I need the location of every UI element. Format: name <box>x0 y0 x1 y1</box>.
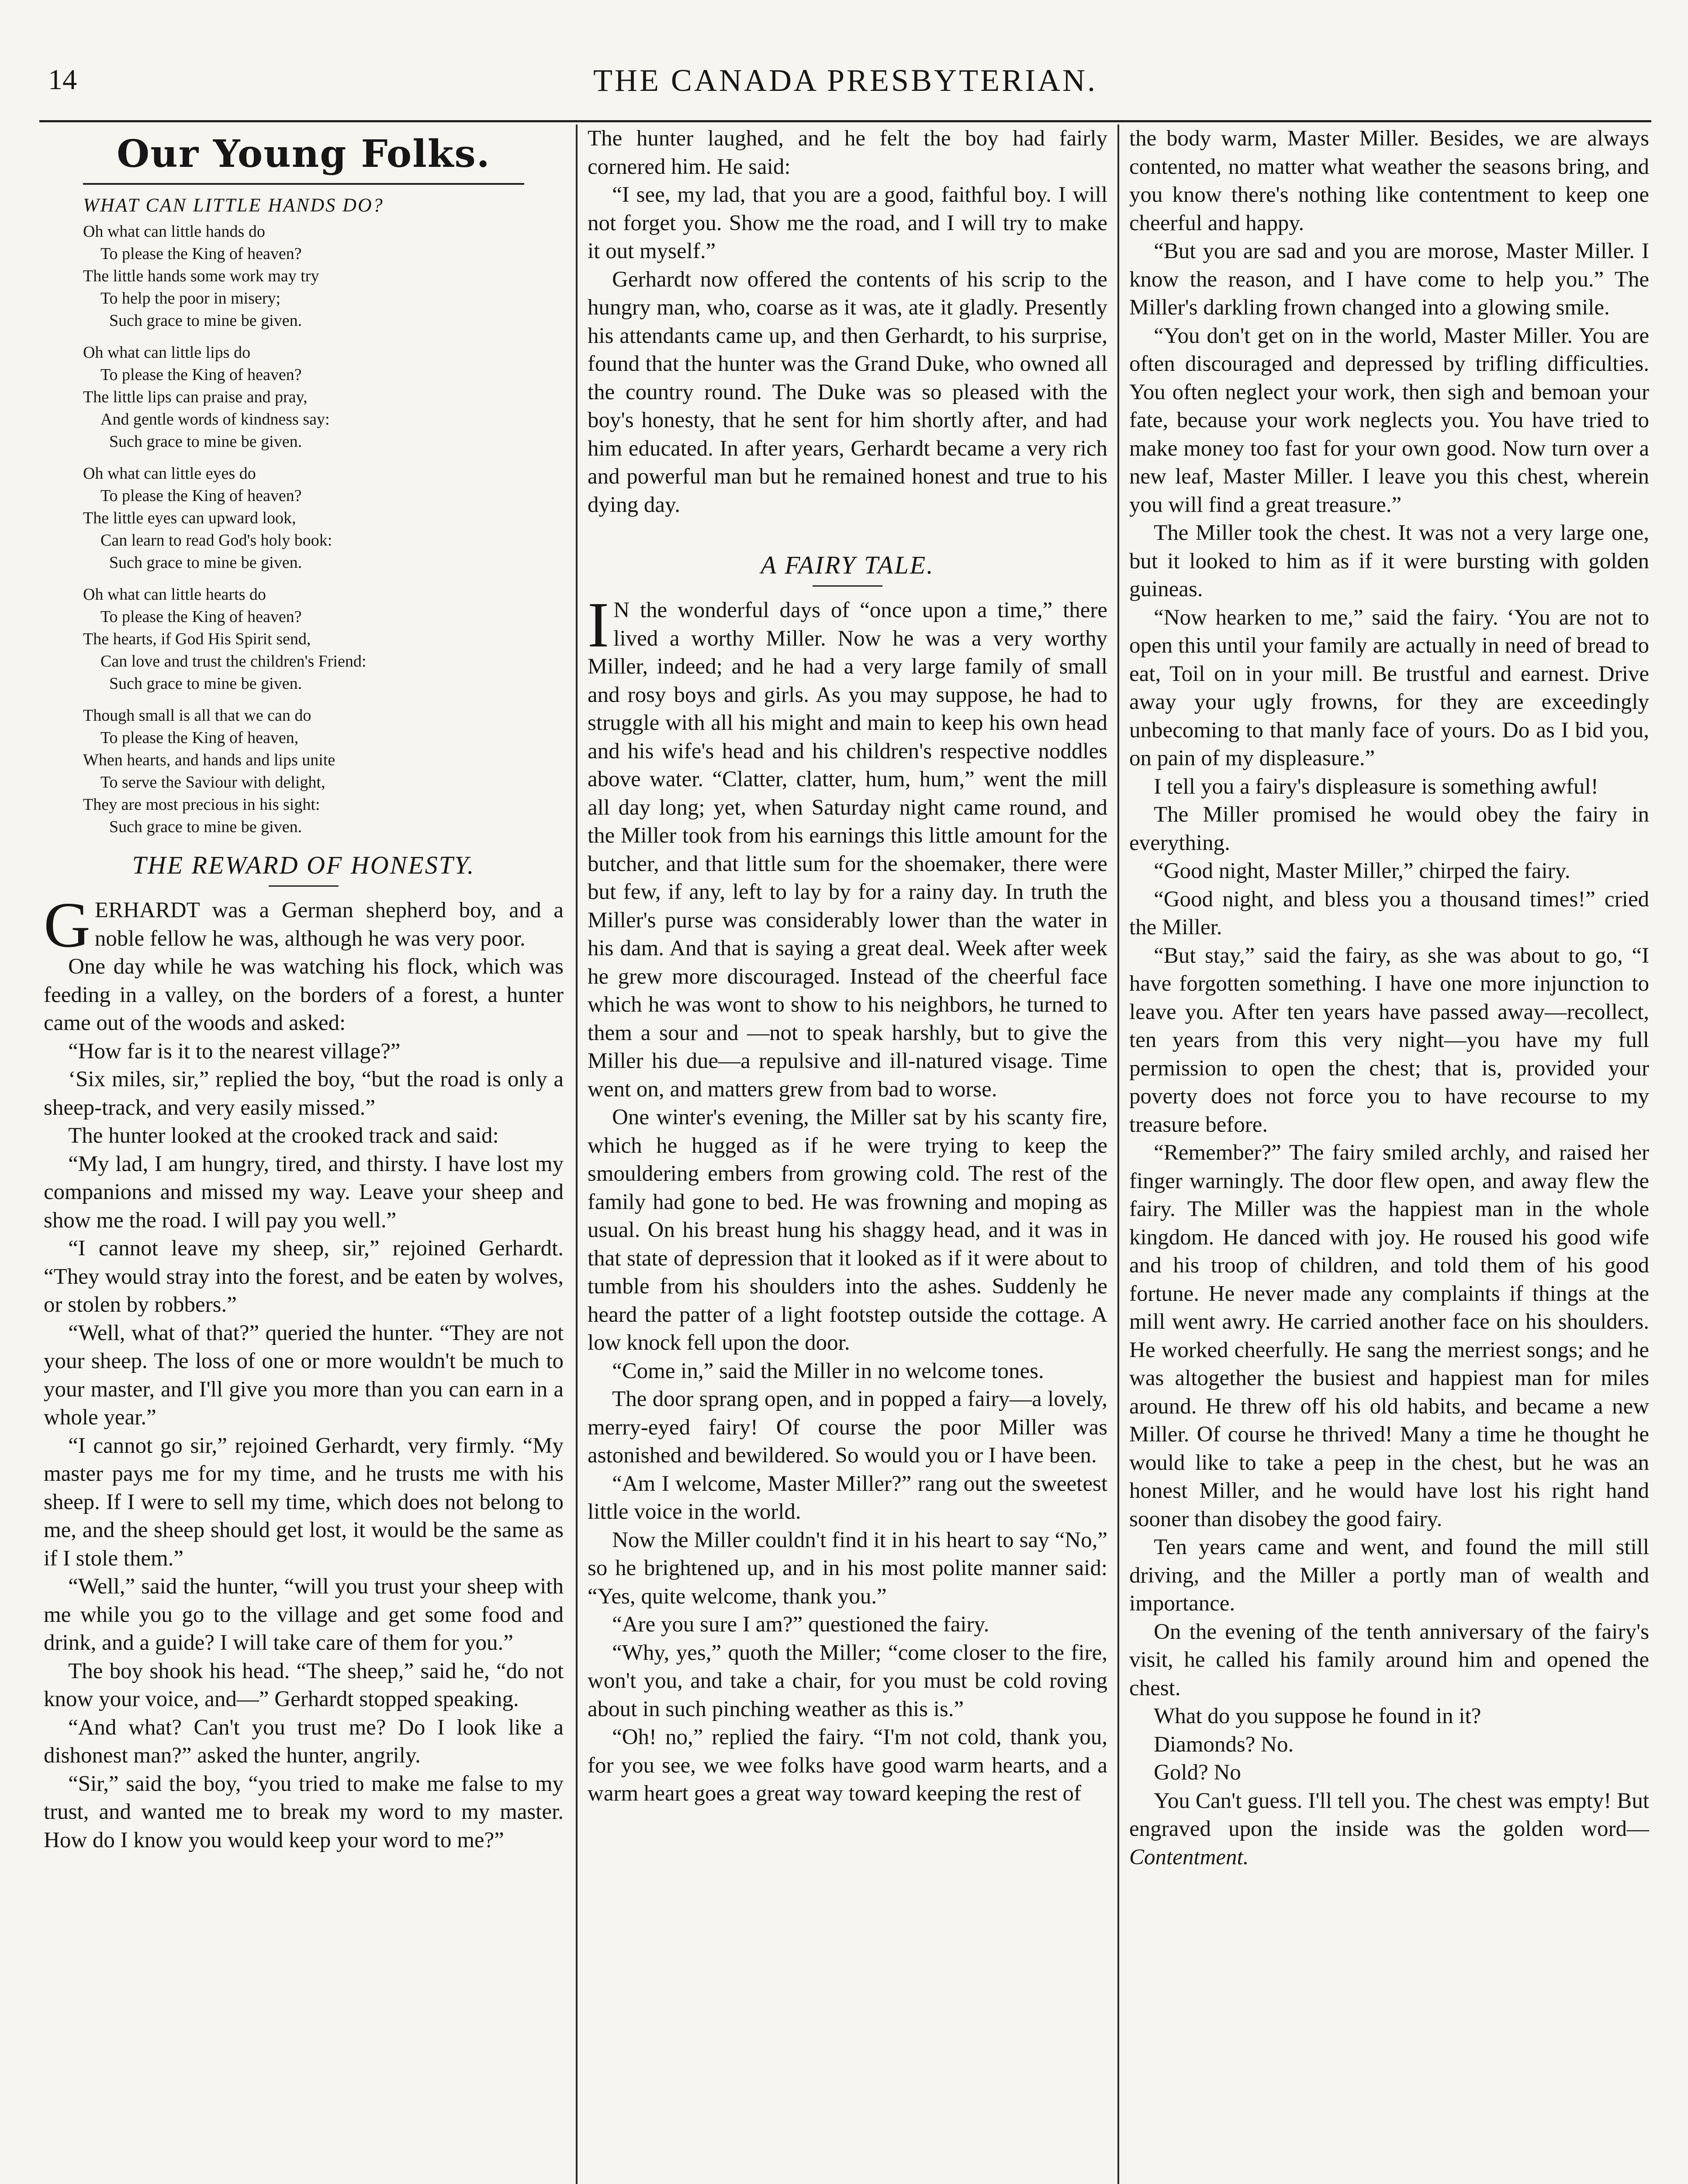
paragraph: On the evening of the tenth anniversary of the fairy's visit, he called his family around him and opened the chest. <box>1129 1619 1649 1700</box>
poem-line: Such grace to mine be given. <box>109 553 302 572</box>
poem-line: To please the King of heaven? <box>100 366 302 384</box>
paragraph: “Good night, and bless you a thousand times!” cried the Miller. <box>1129 887 1649 940</box>
paragraph: Gold? No <box>1154 1760 1241 1785</box>
paragraph-text: N the wonderful days of “once upon a time,” there lived a worthy Miller. Now he was a very worthy Miller, indeed; and he had a very large family of small and rosy boys and girls. As you may suppose, he had to struggle with all his might and main to keep his own head and his wife's head and his children's respective noddles above water. “Clatter, clatter, hum, hum,” went the mill all day long; yet, when Saturday night came round, and the Miller took from his earnings this little amount for the butcher, and that little sum for the shoemaker, there were but few, if any, left to lay by for a rainy day. In truth the Miller's purse was considerably lower than the water in his dam. And that is saying a great deal. Week after week he grew more discouraged. Instead of the cheerful face which he was wont to show to his neighbors, he turned to them a sour and —not to speak harshly, but to give the Miller his due—a repulsive and ill-natured visage. Time went on, and matters grew from bad to worse. <box>588 598 1107 1102</box>
paragraph: “Well,” said the hunter, “will you trust your sheep with me while you go to the village and get some food and drink, and a guide? I will take care of them for you.” <box>44 1574 564 1655</box>
title-rule <box>813 585 882 587</box>
paragraph: “My lad, I am hungry, tired, and thirsty. I have lost my companions and missed my way. Leave your sheep and show me the road. I will pay you well.” <box>44 1151 564 1233</box>
poem-line: Oh what can little lips do <box>83 343 251 362</box>
paragraph: “Now hearken to me,” said the fairy. ‘You are not to open this until your family are actually in need of bread to eat, Toil on in your mill. Be trustful and earnest. Drive away your ugly frowns, for they are exceedingly unbecoming to that manly face of yours. Do as I bid you, on pain of my displeasure.” <box>1129 605 1649 771</box>
story-body <box>44 889 564 1854</box>
poem-line: Can learn to read God's holy book: <box>100 531 332 549</box>
poem-line: To serve the Saviour with delight, <box>100 773 325 791</box>
paragraph: “Good night, Master Miller,” chirped the fairy. <box>1154 859 1570 883</box>
paragraph: Diamonds? No. <box>1154 1732 1294 1757</box>
paragraph: “I cannot leave my sheep, sir,” rejoined Gerhardt. “They would stray into the forest, and be eaten by wolves, or stolen by robbers.” <box>44 1236 564 1317</box>
poem-line: And gentle words of kindness say: <box>100 410 330 429</box>
poem-stanza <box>44 705 564 838</box>
paragraph: “Remember?” The fairy smiled archly, and raised her finger warningly. The door flew open, and away flew the fairy. The Miller was the happiest man in the whole kingdom. He danced with joy. He roused his good wife and his troop of children, and told them of his good fortune. He never made any complaints if things at the mill went awry. He carried another face on his shoulders. He worked cheerfully. He sang the merriest songs; and he was altogether the busiest and happiest man for miles around. He threw off his old habits, and became a new Miller. Of course he thrived! Many a time he thought he would like to take a peep in the chest, but he was an honest Miller, and he would have lost his right hand sooner than disobey the good fairy. <box>1129 1140 1649 1531</box>
poem-stanza <box>44 221 564 332</box>
paragraph: The door sprang open, and in popped a fairy—a lovely, merry-eyed fairy! Of course the poor Miller was astonished and bewildered. So would you or I have been. <box>588 1387 1107 1468</box>
paragraph: One day while he was watching his flock, which was feeding in a valley, on the borders of a forest, a hunter came out of the woods and asked: <box>44 954 564 1035</box>
paragraph: “I cannot go sir,” rejoined Gerhardt, very firmly. “My master pays me for my time, and he trusts me with his sheep. If I were to sell my time, which does not belong to me, and the sheep should get lost, it would be the same as if I stole them.” <box>44 1433 564 1571</box>
story-title: THE REWARD OF HONESTY. <box>132 851 475 879</box>
paragraph: “But you are sad and you are morose, Master Miller. I know the reason, and I have come to help you.” The Miller's darkling frown changed into a glowing smile. <box>1129 239 1649 320</box>
column-3 <box>1129 124 1649 2184</box>
paragraph: ‘Six miles, sir,” replied the boy, “but the road is only a sheep-track, and very easily missed.” <box>44 1067 564 1120</box>
banner-rule <box>83 183 524 185</box>
paragraph: I tell you a fairy's displeasure is something awful! <box>1154 774 1598 799</box>
paragraph: Now the Miller couldn't find it in his heart to say “No,” so he brightened up, and in his most polite manner said: “Yes, quite welcome, thank you.” <box>588 1527 1107 1609</box>
paragraph: “Why, yes,” quoth the Miller; “come closer to the fire, won't you, and take a chair, for you must be cold roving about in such pinching weather as this is.” <box>588 1640 1107 1721</box>
paragraph: “Are you sure I am?” questioned the fairy. <box>612 1612 989 1637</box>
paragraph: the body warm, Master Miller. Besides, we are always contented, no matter what weather the seasons bring, and you know there's nothing like contentment to keep one cheerful and happy. <box>1129 126 1649 235</box>
paragraph <box>44 889 564 961</box>
paragraph: “I see, my lad, that you are a good, faithful boy. I will not forget you. Show me the road, and I will try to make it out myself.” <box>588 183 1107 263</box>
paragraph: “How far is it to the nearest village?” <box>68 1039 401 1064</box>
paragraph: The Miller promised he would obey the fairy in everything. <box>1129 802 1649 855</box>
poem-line: The little eyes can upward look, <box>83 509 296 527</box>
poem-line: They are most precious in his sight: <box>83 795 320 814</box>
poem-line: Such grace to mine be given. <box>109 311 302 330</box>
masthead <box>39 50 1651 122</box>
paragraph: What do you suppose he found in it? <box>1154 1704 1481 1728</box>
paragraph: “Come in,” said the Miller in no welcome tones. <box>612 1358 1044 1383</box>
column-rule <box>576 124 578 2184</box>
journal-title: THE CANADA PRESBYTERIAN. <box>593 63 1098 98</box>
poem-line: Oh what can little hearts do <box>83 585 266 604</box>
story-body <box>588 589 1107 1808</box>
story-body <box>588 124 1107 519</box>
section-banner: Our Young Folks. <box>117 132 491 176</box>
paragraph: Ten years came and went, and found the mill still driving, and the Miller a portly man of wealth and importance. <box>1129 1535 1649 1616</box>
poem-line: Oh what can little hands do <box>83 222 265 241</box>
column-1 <box>44 124 564 2184</box>
paragraph: One winter's evening, the Miller sat by his scanty fire, which he hugged as if he were trying to keep the smouldering embers from growing cold. The rest of the family had gone to bed. He was frowning and moping as usual. On his breast hung his shaggy head, and it was in that state of depression that it looked as if it were about to tumble from his shoulders into the ashes. Suddenly he heard the patter of a light footstep outside the cottage. A low knock fell upon the door. <box>588 1105 1107 1355</box>
poem <box>44 221 564 838</box>
paragraph: The boy shook his head. “The sheep,” said he, “do not know your voice, and—” Gerhardt stopped speaking. <box>44 1659 564 1711</box>
paragraph <box>588 589 1107 1103</box>
title-rule <box>269 885 339 887</box>
paragraph-text: You Can't guess. I'll tell you. The chest was empty! But engraved upon the inside was the golden word— <box>1129 1788 1649 1841</box>
story-body <box>1129 124 1649 1871</box>
column-rule <box>1117 124 1119 2184</box>
paragraph: “And what? Can't you trust me? Do I look like a dishonest man?” asked the hunter, angrily. <box>44 1715 564 1768</box>
poem-line: To please the King of heaven? <box>100 487 302 505</box>
poem-stanza <box>44 463 564 574</box>
poem-line: To please the King of heaven, <box>100 729 299 747</box>
poem-title: WHAT CAN LITTLE HANDS DO? <box>83 194 384 216</box>
paragraph: “Oh! no,” replied the fairy. “I'm not cold, thank you, for you see, we wee folks have good warm hearts, and a warm heart goes a great way toward keeping the rest of <box>588 1725 1107 1806</box>
paragraph: “Well, what of that?” queried the hunter. “They are not your sheep. The loss of one or more wouldn't be much to your master, and I'll give you more than you can earn in a whole year.” <box>44 1320 564 1430</box>
poem-stanza <box>44 342 564 453</box>
paragraph: Gerhardt now offered the contents of his scrip to the hungry man, who, coarse as it was, ate it gladly. Presently his attendants came up, and then Gerhardt, to his surprise, found that the hunter was the Grand Duke, who owned all the country round. The Duke was so pleased with the boy's honesty, that he sent for him shortly after, and had him educated. In after years, Gerhardt became a very rich and powerful man but he remained honest and true to his dying day. <box>588 267 1107 517</box>
paragraph: “You don't get on in the world, Master Miller. You are often discouraged and depressed by trifling difficulties. You often neglect your work, then sigh and bemoan your fate, because your work neglects you. You have tried to make money too fast for your own good. Now turn over a new leaf, Master Miller. I leave you this chest, wherein you will find a great treasure.” <box>1129 323 1649 517</box>
paragraph: The hunter laughed, and he felt the boy had fairly cornered him. He said: <box>588 126 1107 179</box>
poem-line: The hearts, if God His Spirit send, <box>83 630 311 648</box>
poem-line: Such grace to mine be given. <box>109 818 302 836</box>
poem-line: Such grace to mine be given. <box>109 674 302 693</box>
drop-cap: G <box>44 889 90 961</box>
poem-line: To please the King of heaven? <box>100 245 302 263</box>
poem-line: When hearts, and hands and lips unite <box>83 751 336 769</box>
paragraph <box>1129 1787 1649 1872</box>
paragraph: The hunter looked at the crooked track and said: <box>68 1123 499 1148</box>
poem-line: The little hands some work may try <box>83 267 319 285</box>
poem-line: The little lips can praise and pray, <box>83 388 308 406</box>
column-2 <box>588 124 1107 2184</box>
poem-stanza <box>44 584 564 695</box>
poem-line: Though small is all that we can do <box>83 706 311 725</box>
poem-line: Can love and trust the children's Friend: <box>100 652 367 670</box>
closing-word: Contentment. <box>1129 1845 1249 1870</box>
poem-line: To help the poor in misery; <box>100 289 281 308</box>
page-number: 14 <box>48 64 77 96</box>
poem-line: Such grace to mine be given. <box>109 432 302 451</box>
poem-line: Oh what can little eyes do <box>83 464 256 483</box>
story-title: A FAIRY TALE. <box>761 551 934 579</box>
paragraph: “Sir,” said the boy, “you tried to make me false to my trust, and wanted me to break my word to my master. How do I know you would keep your word to me?” <box>44 1771 564 1852</box>
paragraph-text: ERHARDT was a German shepherd boy, and a noble fellow he was, although he was very poor. <box>94 898 564 951</box>
paragraph: “Am I welcome, Master Miller?” rang out the sweetest little voice in the world. <box>588 1471 1107 1524</box>
paragraph: “But stay,” said the fairy, as she was about to go, “I have forgotten something. I have one more injunction to leave you. After ten years have passed away—recollect, ten years from this very night—you have my full permission to open the chest; that is, provided your poverty does not force you to have recourse to my treasure before. <box>1129 943 1649 1137</box>
drop-cap: I <box>588 589 609 661</box>
paragraph: The Miller took the chest. It was not a very large one, but it looked to him as if it were bursting with golden guineas. <box>1129 521 1649 601</box>
poem-line: To please the King of heaven? <box>100 608 302 626</box>
